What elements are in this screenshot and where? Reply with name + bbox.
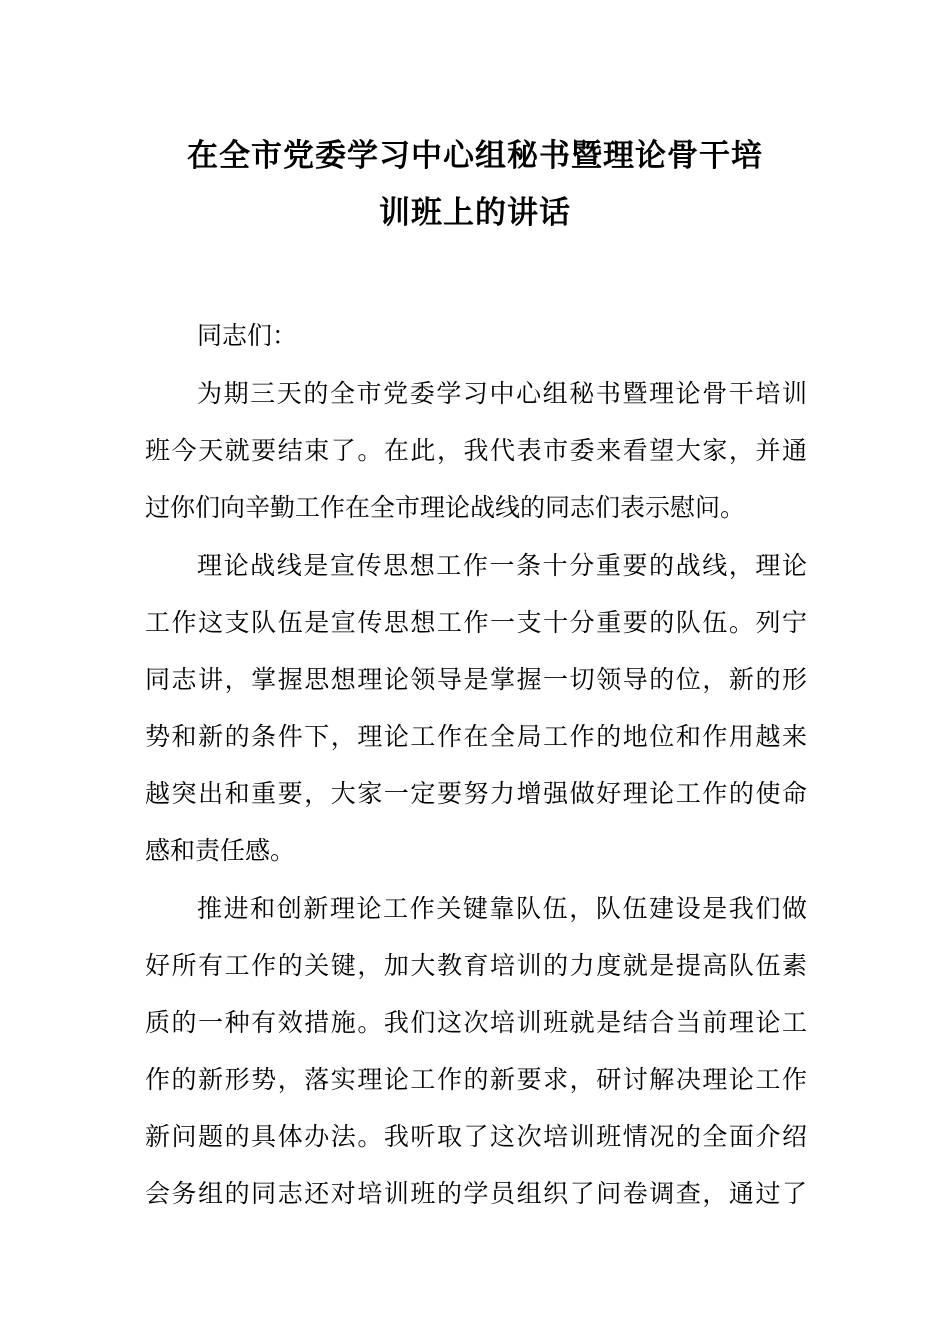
- paragraph-3-line-6: 会务组的同志还对培训班的学员组织了问卷调查，通过了: [145, 1179, 807, 1208]
- paragraph-1-line-2: 班今天就要结束了。在此，我代表市委来看望大家，并通: [145, 436, 807, 465]
- document-title-line-1: 在全市党委学习中心组秘书暨理论骨干培: [187, 138, 763, 174]
- paragraph-2-line-1: 理论战线是宣传思想工作一条十分重要的战线，理论: [197, 551, 807, 580]
- paragraph-2-line-4: 势和新的条件下，理论工作在全局工作的地位和作用越来: [145, 722, 807, 751]
- salutation: 同志们：: [197, 321, 298, 350]
- paragraph-3-line-4: 作的新形势，落实理论工作的新要求，研讨解决理论工作: [145, 1065, 807, 1094]
- paragraph-3-line-5: 新问题的具体办法。我听取了这次培训班情况的全面介绍: [145, 1122, 807, 1151]
- paragraph-3-line-2: 好所有工作的关键，加大教育培训的力度就是提高队伍素: [145, 951, 807, 980]
- paragraph-3-line-1: 推进和创新理论工作关键靠队伍，队伍建设是我们做: [197, 894, 807, 923]
- paragraph-1-line-1: 为期三天的全市党委学习中心组秘书暨理论骨干培训: [197, 379, 807, 408]
- paragraph-2-line-3: 同志讲，掌握思想理论领导是掌握一切领导的位，新的形: [145, 665, 807, 694]
- document-title-line-2: 训班上的讲话: [379, 195, 571, 231]
- paragraph-1-line-3: 过你们向辛勤工作在全市理论战线的同志们表示慰问。: [145, 493, 746, 522]
- paragraph-2-line-2: 工作这支队伍是宣传思想工作一支十分重要的队伍。列宁: [145, 608, 807, 637]
- paragraph-2-line-6: 感和责任感。: [145, 836, 296, 865]
- paragraph-2-line-5: 越突出和重要，大家一定要努力增强做好理论工作的使命: [145, 779, 807, 808]
- paragraph-3-line-3: 质的一种有效措施。我们这次培训班就是结合当前理论工: [145, 1008, 807, 1037]
